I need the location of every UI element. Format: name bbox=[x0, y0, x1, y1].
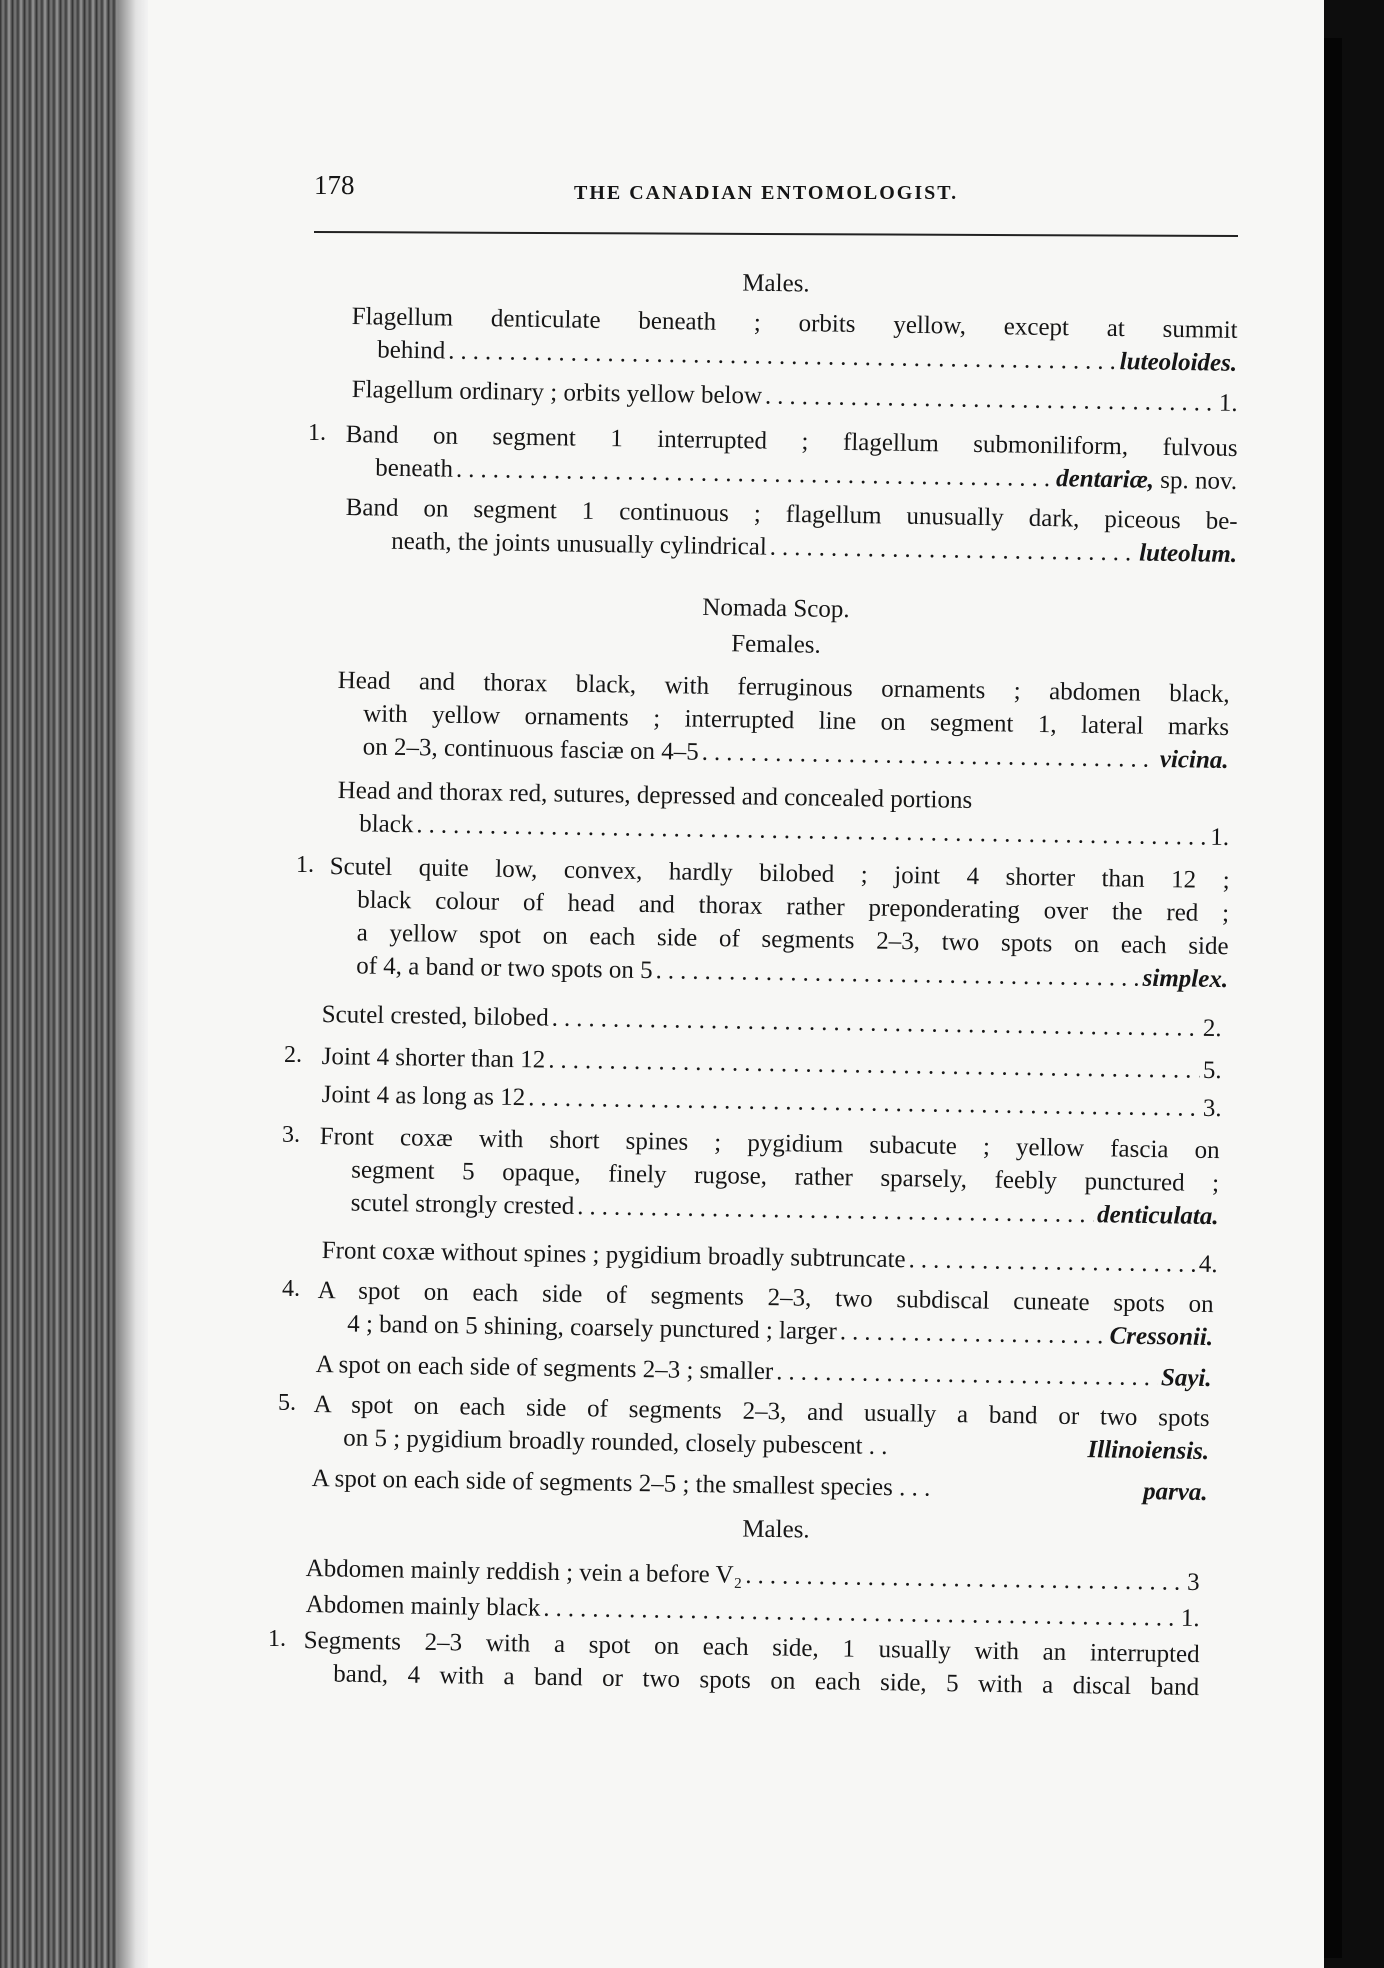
entry-line: Scutel quite low, convex, hardly bilobed ; joint 4 shorter than 12 ; bbox=[329, 852, 1230, 895]
key-entry bbox=[328, 850, 1230, 996]
species-name: denticulata. bbox=[1096, 1201, 1219, 1231]
couplet-number: 5. bbox=[278, 1390, 296, 1416]
entry-line: A spot on each side of segments 2–3 ; smaller ..... Sayi. bbox=[315, 1348, 1211, 1395]
entry-line: Joint 4 as long as 12 ..... 3. bbox=[321, 1078, 1221, 1125]
key-entry bbox=[317, 1274, 1214, 1354]
key-entry bbox=[337, 774, 1230, 854]
key-entry bbox=[336, 664, 1229, 777]
entry-line: on 5 ; pygidium broadly rounded, closely pubescent . . Illinoiensis. bbox=[313, 1421, 1209, 1468]
species-name: Cressonii. bbox=[1109, 1322, 1214, 1352]
entry-line: Front coxæ with short spines ; pygidium subacute ; yellow fascia on bbox=[319, 1122, 1220, 1165]
entry-line: A spot on each side of segments 2–3, and usually a band or two spots bbox=[313, 1390, 1210, 1433]
entry-line: Flagellum ordinary ; orbits yellow below ..... 1. bbox=[351, 373, 1237, 420]
running-head bbox=[314, 170, 1238, 230]
species-name: luteolum. bbox=[1138, 539, 1238, 569]
couplet-number: 1. bbox=[308, 420, 326, 446]
key-entry bbox=[351, 300, 1238, 380]
entry-line: Head and thorax red, sutures, depressed and concealed portions bbox=[337, 776, 973, 814]
couplet-number: 1. bbox=[268, 1626, 286, 1652]
species-name: dentariæ, bbox=[1055, 465, 1155, 494]
couplet-number: 2. bbox=[284, 1042, 302, 1068]
entry-line: Head and thorax black, with ferruginous ornaments ; abdomen black, bbox=[337, 666, 1230, 709]
entry-line: Band on segment 1 interrupted ; flagellum submoniliform, fulvous bbox=[345, 420, 1238, 463]
book-gutter-left bbox=[0, 0, 118, 1968]
entry-line: A spot on each side of segments 2–5 ; the smallest species . . . parva. bbox=[311, 1462, 1207, 1509]
couplet-ref: 2. bbox=[1202, 1014, 1222, 1043]
couplet-ref: 4. bbox=[1198, 1250, 1218, 1279]
entry-line: Band on segment 1 continuous ; flagellum unusually dark, piceous be- bbox=[345, 493, 1238, 536]
entry-line: on 2–3, continuous fasciæ on 4–5 ..... vicina. bbox=[336, 730, 1228, 777]
section-heading-males: Males. bbox=[742, 269, 810, 298]
couplet-number: 3. bbox=[282, 1122, 300, 1148]
species-name: Illinoiensis. bbox=[1087, 1436, 1210, 1466]
couplet-ref: 1. bbox=[1210, 823, 1230, 852]
couplet-ref: 5. bbox=[1202, 1056, 1222, 1085]
entry-line: segment 5 opaque, finely rugose, rather sparsely, feebly punctured ; bbox=[351, 1156, 1220, 1198]
key-entry bbox=[345, 418, 1238, 498]
entry-line: neath, the joints unusually cylindrical ..... luteolum. bbox=[345, 524, 1237, 571]
entry-line: Flagellum denticulate beneath ; orbits yellow, except at summit bbox=[351, 302, 1238, 344]
section-heading-males: Males. bbox=[742, 1515, 810, 1544]
page-number: 178 bbox=[314, 170, 355, 200]
page-right-edge bbox=[1324, 38, 1342, 1958]
couplet-number: 4. bbox=[282, 1276, 300, 1302]
entry-line: Abdomen mainly reddish ; vein a before V₂ ..... 3 bbox=[305, 1552, 1199, 1599]
entry-line: Abdomen mainly black ..... 1. bbox=[305, 1588, 1199, 1635]
couplet-ref: 3. bbox=[1202, 1094, 1222, 1123]
key-entry bbox=[303, 1624, 1200, 1704]
entry-line: of 4, a band or two spots on 5 ..... simplex. bbox=[328, 949, 1228, 996]
section-heading-females: Females. bbox=[731, 630, 821, 659]
entry-line: Joint 4 shorter than 12 ..... 5. bbox=[321, 1040, 1221, 1087]
entry-line: a yellow spot on each side of segments 2–3, two spots on each side bbox=[356, 919, 1229, 961]
couplet-ref: 3 bbox=[1186, 1568, 1200, 1597]
journal-title: THE CANADIAN ENTOMOLOGIST. bbox=[574, 182, 959, 204]
entry-line: band, 4 with a band or two spots on each side, 5 with a discal band bbox=[333, 1660, 1200, 1702]
genus-heading: Nomada Scop. bbox=[702, 593, 850, 624]
entry-line: black ..... 1. bbox=[337, 807, 1229, 854]
book-spine-shadow bbox=[118, 0, 148, 1968]
species-name: Sayi. bbox=[1160, 1364, 1212, 1393]
entry-line: black colour of head and thorax rather preponderating over the red ; bbox=[357, 886, 1230, 928]
entry-line: behind ..... luteoloides. bbox=[351, 333, 1237, 380]
key-entry bbox=[313, 1388, 1210, 1468]
key-entry bbox=[345, 491, 1238, 571]
entry-line: A spot on each side of segments 2–3, two subdiscal cuneate spots on bbox=[317, 1276, 1214, 1319]
entry-line: scutel strongly crested ..... denticulata. bbox=[318, 1186, 1218, 1233]
species-name: simplex. bbox=[1142, 964, 1229, 994]
couplet-number: 1. bbox=[296, 852, 314, 878]
entry-line: Front coxæ without spines ; pygidium broadly subtruncate ..... 4. bbox=[321, 1234, 1217, 1281]
entry-line: with yellow ornaments ; interrupted line on segment 1, lateral marks bbox=[363, 700, 1230, 742]
species-name: luteoloides. bbox=[1119, 348, 1238, 377]
entry-line: beneath ..... dentariæ, sp. nov. bbox=[345, 451, 1237, 498]
species-name: vicina. bbox=[1159, 745, 1229, 774]
species-name: parva. bbox=[1142, 1478, 1208, 1507]
entry-line: 4 ; band on 5 shining, coarsely punctured ; larger ..... Cressonii. bbox=[317, 1307, 1213, 1354]
couplet-ref: 1. bbox=[1180, 1604, 1200, 1633]
couplet-ref: 1. bbox=[1218, 389, 1238, 417]
entry-line: Scutel crested, bilobed ..... 2. bbox=[321, 998, 1221, 1045]
key-entry bbox=[318, 1120, 1219, 1233]
entry-line: Segments 2–3 with a spot on each side, 1 usually with an interrupted bbox=[303, 1626, 1200, 1669]
